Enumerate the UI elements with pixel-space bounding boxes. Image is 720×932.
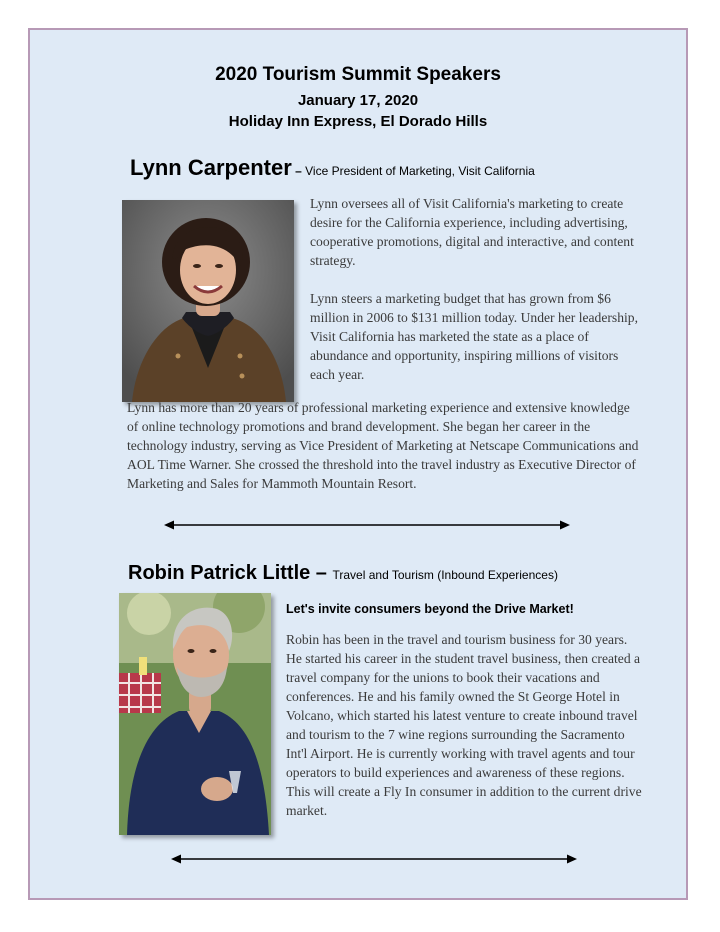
event-date: January 17, 2020 bbox=[297, 92, 419, 109]
speaker-separator: – bbox=[291, 164, 306, 178]
speaker-heading-lynn bbox=[130, 155, 535, 181]
speaker-photo-robin bbox=[119, 593, 271, 835]
speaker-name: Robin Patrick Little bbox=[128, 562, 311, 584]
speaker-bio-paragraph: Lynn oversees all of Visit California's marketing to create desire for the California experience, including advertising, cooperative promotions, digital and interactive, and content strategy. bbox=[310, 196, 634, 268]
speaker-photo-lynn bbox=[122, 200, 294, 402]
speaker-tagline: Let's invite consumers beyond the Drive Market! bbox=[286, 602, 574, 616]
event-venue: Holiday Inn Express, El Dorado Hills bbox=[228, 113, 488, 130]
double-arrow-icon bbox=[171, 853, 577, 865]
speaker-bio-paragraph: Lynn has more than 20 years of professional marketing experience and extensive knowledge of online technology promotions and brand development. She began her career in the technology industry, serving as Vice President of Marketing at Netscape Communications and AOL Time Warner. She crossed the threshold into the travel industry as Executive Director of Marketing and Sales for Mammoth Mountain Resort. bbox=[127, 400, 639, 491]
speaker-name: Lynn Carpenter bbox=[130, 155, 292, 180]
double-arrow-icon bbox=[164, 519, 570, 531]
speaker-bio-paragraph: Lynn steers a marketing budget that has grown from $6 million in 2006 to $131 million today. Under her leadership, Visit California has marketed the state as a place of abundance and opportunity, inspiring millions of visitors each year. bbox=[310, 291, 638, 382]
speaker-role: Travel and Tourism (Inbound Experiences) bbox=[332, 568, 558, 582]
speaker-separator: – bbox=[310, 562, 333, 584]
speaker-role: Vice President of Marketing, Visit California bbox=[305, 164, 535, 178]
speaker-bio-paragraph: Robin has been in the travel and tourism business for 30 years. He started his career in the student travel business, then created a travel company for the unions to book their vacations and conferences. He and his family owned the St George Hotel in Volcano, which started his latest venture to create inbound travel and tourism to the 7 wine regions surrounding the Sacramento Int'l Airport. He is currently working with travel agents and tour operators to build experiences and awareness of these regions. This will create a Fly In consumer in addition to the current drive market. bbox=[286, 632, 642, 818]
page-title: 2020 Tourism Summit Speakers bbox=[215, 64, 501, 85]
portrait-illustration bbox=[119, 593, 271, 835]
speaker-heading-robin bbox=[128, 562, 558, 585]
flyer-page bbox=[28, 28, 688, 900]
portrait-illustration bbox=[122, 200, 294, 402]
